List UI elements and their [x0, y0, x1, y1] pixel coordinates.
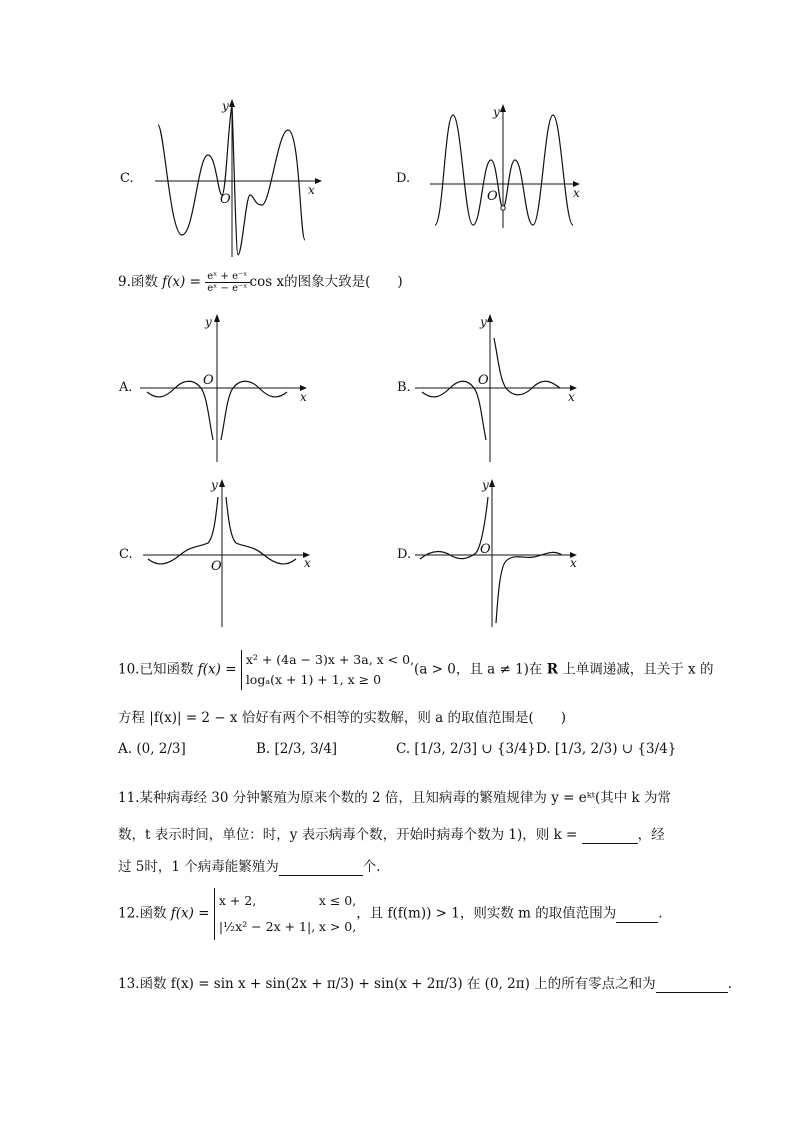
q9-tail: cos x的图象大致是( ): [249, 274, 403, 290]
origin-label: O: [478, 373, 489, 388]
q11-line2-text: 数，t 表示时间，单位：时，y 表示病毒个数，开始时病毒个数为 1)，则 k =: [118, 827, 582, 843]
axis-x-label: x: [304, 556, 311, 570]
q9-number: 9.函数: [118, 274, 163, 290]
q9-fraction: [205, 271, 249, 294]
q11-blank-k[interactable]: [582, 827, 638, 844]
axis-y-label: y: [222, 99, 229, 113]
q12-blank[interactable]: [616, 906, 658, 923]
q9-graph-c: [138, 475, 318, 630]
q11-line2-end: ，经: [637, 827, 665, 843]
option-c-label: C.: [120, 171, 134, 186]
axis-x-label: x: [568, 390, 575, 404]
q12-number: 12.函数: [118, 905, 171, 922]
option-d-label: D.: [396, 171, 411, 186]
q12-cases: [214, 888, 356, 940]
q9-option-a-label: A.: [119, 380, 133, 395]
axis-x-label: x: [300, 390, 307, 404]
q10-condition: (a > 0，且 a ≠ 1)在: [414, 661, 547, 678]
q10-option-c: C. [1/3, 2/3] ∪ {3/4}: [396, 741, 536, 757]
q10-line2: 方程 |f(x)| = 2 − x 恰好有两个不相等的实数解，则 a 的取值范围是( ): [118, 710, 566, 726]
q9-option-b-label: B.: [397, 380, 411, 395]
origin-label: O: [220, 192, 231, 207]
q9-graph-d: [410, 475, 585, 630]
axis-y-label: y: [493, 105, 500, 119]
q10-case-1: x² + (4a − 3)x + 3a, x < 0,: [245, 652, 415, 667]
q12-case-2-expr: |½x² − 2x + 1|,: [218, 919, 316, 934]
origin-label: O: [480, 542, 491, 557]
q9-frac-num: eˣ + e⁻ˣ: [207, 271, 248, 282]
axis-x-label: x: [570, 556, 577, 570]
q11-line2: [118, 823, 665, 844]
graph-top-d: [425, 100, 590, 230]
question-10: [118, 650, 714, 690]
q11-line3-text: 过 5时，1 个病毒能繁殖为: [118, 859, 279, 875]
q11-line1: 11.某种病毒经 30 分钟繁殖为原来个数的 2 倍，且知病毒的繁殖规律为 y = eᵏᵗ(其中 k 为常: [118, 790, 671, 806]
q10-number: 10.已知函数: [118, 661, 198, 678]
origin-label: O: [487, 189, 498, 204]
origin-label: O: [203, 373, 214, 388]
q12-case-2-cond: x > 0,: [318, 919, 357, 934]
axis-y-label: y: [482, 478, 489, 492]
q13-end: .: [727, 976, 732, 992]
q9-option-c-label: C.: [119, 547, 133, 562]
question-13: [118, 972, 732, 993]
axis-x-label: x: [308, 183, 315, 197]
q13-text: 13.函数 f(x) = sin x + sin(2x + π/3) + sin(x + 2π/3) 在 (0, 2π) 上的所有零点之和为: [118, 976, 656, 992]
q12-case-1-cond: x ≤ 0,: [318, 893, 357, 908]
q12-fx: f(x) =: [170, 905, 214, 922]
q12-end: .: [658, 905, 663, 922]
q10-case-2: logₐ(x + 1) + 1, x ≥ 0: [245, 672, 382, 687]
q13-blank[interactable]: [656, 976, 728, 993]
q10-tail: 上单调递减，且关于 x 的: [557, 661, 714, 678]
q10-option-a: A. (0, 2/3]: [118, 741, 186, 757]
q10-fx: f(x) =: [197, 661, 241, 678]
graph-top-c: [150, 95, 330, 260]
q12-case-1-expr: x + 2,: [218, 893, 257, 908]
question-12: [118, 888, 663, 940]
q10-option-d: D. [1/3, 2/3) ∪ {3/4}: [536, 741, 677, 757]
q9-option-d-label: D.: [397, 547, 412, 562]
question-9: [118, 270, 403, 294]
q9-graph-b: [410, 310, 585, 465]
q11-blank-count[interactable]: [279, 859, 363, 876]
q10-set-r: R: [546, 661, 558, 678]
axis-y-label: y: [480, 315, 487, 329]
q10-option-b: B. [2/3, 3/4]: [256, 741, 338, 757]
q9-graph-a: [135, 310, 315, 465]
q11-line3: [118, 855, 381, 876]
q10-cases: [241, 650, 414, 690]
axis-x-label: x: [573, 186, 580, 200]
q12-tail: ，且 f(f(m)) > 1，则实数 m 的取值范围为: [356, 905, 617, 922]
axis-y-label: y: [205, 315, 212, 329]
q11-line3-end: 个.: [362, 859, 381, 875]
axis-y-label: y: [211, 478, 218, 492]
origin-label: O: [211, 559, 222, 574]
q9-fx: f(x) =: [162, 274, 206, 290]
q9-frac-den: eˣ − e⁻ˣ: [207, 283, 248, 294]
